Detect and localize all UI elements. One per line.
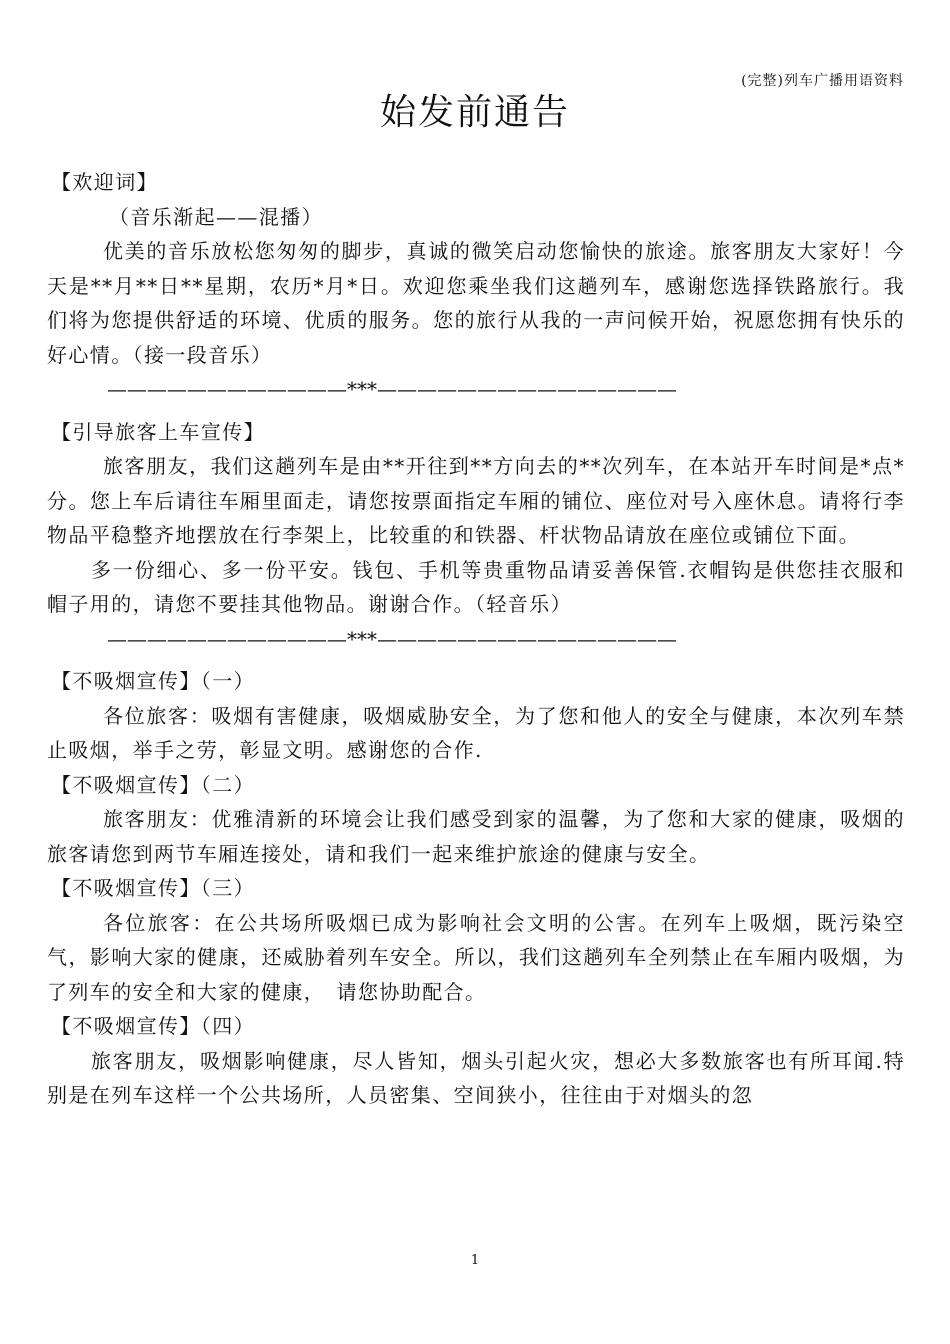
separator-line: ————————————***——————————————— <box>107 377 677 401</box>
section-heading-welcome: 【欢迎词】 <box>51 170 158 194</box>
section-heading-smoking-2: 【不吸烟宣传】（二） <box>51 772 255 797</box>
smoking-paragraph-4: 旅客朋友，吸烟影响健康，尽人皆知，烟头引起火灾，想必大多数旅客也有所耳闻.特别是在列车这样一个公共场所，人员密集、空间狭小，往往由于对烟头的忽 <box>47 1048 905 1107</box>
music-note: （音乐渐起——混播） <box>109 204 323 229</box>
section-heading-smoking-3: 【不吸烟宣传】（三） <box>51 876 255 900</box>
page-number: 1 <box>470 1253 480 1268</box>
section-heading-boarding: 【引导旅客上车宣传】 <box>51 419 265 444</box>
smoking-paragraph-3: 各位旅客：在公共场所吸烟已成为影响社会文明的公害。在列车上吸烟，既污染空气，影响大家的健康，还威胁着列车安全。所以，我们这趟列车全列禁止在车厢内吸烟，为了列车的安全和大家的健康， 请您协助配合。 <box>47 910 905 1004</box>
boarding-paragraph: 旅客朋友，我们这趟列车是由**开往到**方向去的**次列车，在本站开车时间是*点*分。您上车后请往车厢里面走，请您按票面指定车厢的铺位、座位对号入座休息。请将行李物品平稳整齐地摆放在行李架上，比较重的和铁器、杆状物品请放在座位或铺位下面。 <box>47 454 905 547</box>
section-heading-smoking-1: 【不吸烟宣传】（一） <box>51 669 255 693</box>
separator-line: ————————————***——————————————— <box>107 626 677 651</box>
smoking-paragraph-2: 旅客朋友：优雅清新的环境会让我们感受到家的温馨，为了您和大家的健康，吸烟的旅客请您到两节车厢连接处，请和我们一起来维护旅途的健康与安全。 <box>47 807 905 866</box>
welcome-paragraph: 优美的音乐放松您匆匆的脚步，真诚的微笑启动您愉快的旅途。旅客朋友大家好！今天是**月**日**星期，农历*月*日。欢迎您乘坐我们这趟列车，感谢您选择铁路旅行。我们将为您提供舒适的环境、优质的服务。您的旅行从我的一声问候开始，祝愿您拥有快乐的好心情。（接一段音乐） <box>47 239 905 367</box>
header-note: (完整)列车广播用语资料 <box>741 73 904 89</box>
section-heading-smoking-4: 【不吸烟宣传】（四） <box>51 1014 255 1038</box>
document-body <box>47 165 905 1113</box>
page-title: 始发前通告 <box>379 92 570 133</box>
smoking-paragraph-1: 各位旅客：吸烟有害健康，吸烟威胁安全，为了您和他人的安全与健康，本次列车禁止吸烟，举手之劳，彰显文明。感谢您的合作. <box>47 703 905 762</box>
boarding-paragraph-2: 多一份细心、多一份平安。钱包、手机等贵重物品请妥善保管.衣帽钩是供您挂衣服和帽子用的，请您不要挂其他物品。谢谢合作。（轻音乐） <box>47 557 905 616</box>
